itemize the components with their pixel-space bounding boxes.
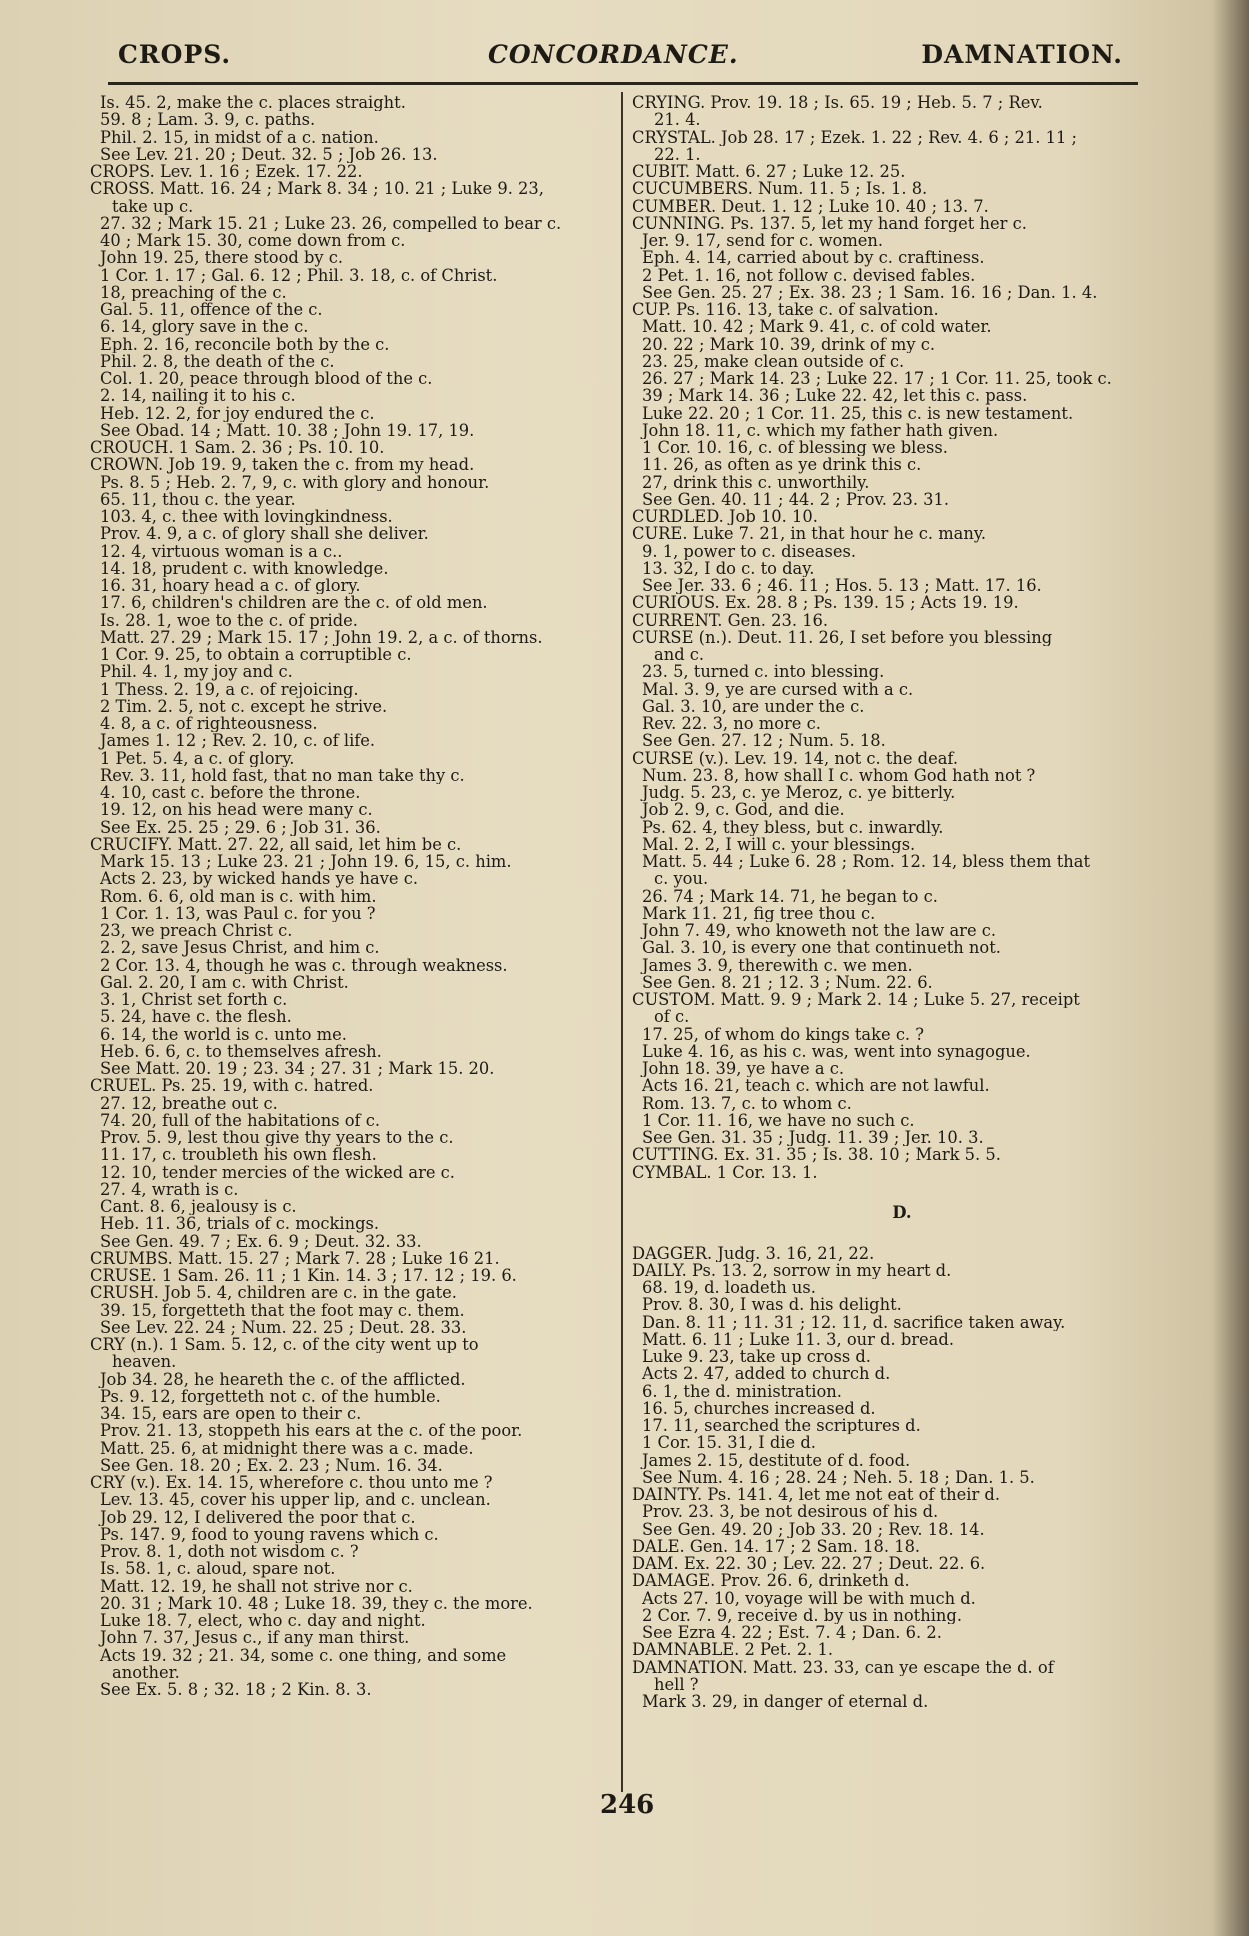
concordance-line: 2 Tim. 2. 5, not c. except he strive. xyxy=(100,697,388,715)
concordance-line: Job 29. 12, I delivered the poor that c. xyxy=(100,1508,416,1526)
concordance-line: 68. 19, d. loadeth us. xyxy=(642,1279,816,1297)
concordance-line: 23. 25, make clean outside of c. xyxy=(642,352,905,370)
concordance-line: 2 Pet. 1. 16, not follow c. devised fables. xyxy=(642,266,976,284)
concordance-line: 20. 31 ; Mark 10. 48 ; Luke 18. 39, they c. the more. xyxy=(100,1594,533,1612)
concordance-line: Lev. 13. 45, cover his upper lip, and c. unclean. xyxy=(100,1491,491,1509)
concordance-line: 27, drink this c. unworthily. xyxy=(642,473,870,491)
concordance-line: Is. 28. 1, woe to the c. of pride. xyxy=(100,611,358,629)
concordance-line: 1 Pet. 5. 4, a c. of glory. xyxy=(100,749,295,767)
concordance-line: CRUSE. 1 Sam. 26. 11 ; 1 Kin. 14. 3 ; 17. 12 ; 19. 6. xyxy=(90,1267,517,1285)
concordance-line: 2 Cor. 13. 4, though he was c. through weakness. xyxy=(100,956,508,974)
concordance-line xyxy=(632,1181,1172,1198)
concordance-line: See Obad. 14 ; Matt. 10. 38 ; John 19. 17, 19. xyxy=(100,421,475,439)
concordance-line: See Gen. 27. 12 ; Num. 5. 18. xyxy=(642,732,886,750)
concordance-line: Luke 9. 23, take up cross d. xyxy=(642,1348,871,1366)
concordance-line: 20. 22 ; Mark 10. 39, drink of my c. xyxy=(642,335,936,353)
concordance-line: 74. 20, full of the habitations of c. xyxy=(100,1111,381,1129)
concordance-line: 6. 1, the d. ministration. xyxy=(642,1382,842,1400)
concordance-line: Prov. 4. 9, a c. of glory shall she deliver. xyxy=(100,525,429,543)
concordance-line: heaven. xyxy=(112,1353,177,1371)
concordance-line: Job 2. 9, c. God, and die. xyxy=(642,801,845,819)
concordance-line: 23. 5, turned c. into blessing. xyxy=(642,663,885,681)
concordance-line: See Num. 4. 16 ; 28. 24 ; Neh. 5. 18 ; Dan. 1. 5. xyxy=(642,1468,1035,1486)
concordance-line: Gal. 2. 20, I am c. with Christ. xyxy=(100,973,349,991)
header-title: CONCORDANCE. xyxy=(488,40,739,69)
concordance-line: 1 Cor. 10. 16, c. of blessing we bless. xyxy=(642,439,948,457)
concordance-line: 11. 17, c. troubleth his own flesh. xyxy=(100,1146,377,1164)
concordance-line: CUSTOM. Matt. 9. 9 ; Mark 2. 14 ; Luke 5. 27, receipt xyxy=(632,991,1080,1009)
concordance-line: See Ex. 5. 8 ; 32. 18 ; 2 Kin. 8. 3. xyxy=(100,1681,372,1699)
concordance-line: CROPS. Lev. 1. 16 ; Ezek. 17. 22. xyxy=(90,163,363,181)
concordance-line: CRUSH. Job 5. 4, children are c. in the gate. xyxy=(90,1284,457,1302)
concordance-line: 27. 12, breathe out c. xyxy=(100,1094,278,1112)
concordance-line: Mal. 3. 9, ye are cursed with a c. xyxy=(642,680,914,698)
concordance-line: Rom. 6. 6, old man is c. with him. xyxy=(100,887,377,905)
concordance-line: 23, we preach Christ c. xyxy=(100,922,293,940)
concordance-line: DALE. Gen. 14. 17 ; 2 Sam. 18. 18. xyxy=(632,1537,921,1555)
concordance-line: Ps. 147. 9, food to young ravens which c. xyxy=(100,1525,439,1543)
concordance-line: CUTTING. Ex. 31. 35 ; Is. 38. 10 ; Mark 5. 5. xyxy=(632,1146,1001,1164)
concordance-line: Gal. 3. 10, are under the c. xyxy=(642,697,865,715)
concordance-line: Jer. 9. 17, send for c. women. xyxy=(642,232,884,250)
concordance-line: CUMBER. Deut. 1. 12 ; Luke 10. 40 ; 13. 7. xyxy=(632,197,989,215)
concordance-line: Mark 15. 13 ; Luke 23. 21 ; John 19. 6, 15, c. him. xyxy=(100,853,512,871)
concordance-line: Num. 23. 8, how shall I c. whom God hath not ? xyxy=(642,766,1036,784)
concordance-line: James 2. 15, destitute of d. food. xyxy=(642,1451,911,1469)
concordance-line: 4. 10, cast c. before the throne. xyxy=(100,784,361,802)
concordance-line: 2. 2, save Jesus Christ, and him c. xyxy=(100,939,380,957)
concordance-line: Acts 2. 47, added to church d. xyxy=(642,1365,891,1383)
concordance-line: See Gen. 25. 27 ; Ex. 38. 23 ; 1 Sam. 16. 16 ; Dan. 1. 4. xyxy=(642,283,1098,301)
concordance-line: See Gen. 8. 21 ; 12. 3 ; Num. 22. 6. xyxy=(642,973,933,991)
concordance-line: Rev. 22. 3, no more c. xyxy=(642,715,821,733)
concordance-line: See Lev. 22. 24 ; Num. 22. 25 ; Deut. 28. 33. xyxy=(100,1318,467,1336)
concordance-line: 65. 11, thou c. the year. xyxy=(100,490,296,508)
concordance-line: CYMBAL. 1 Cor. 13. 1. xyxy=(632,1163,818,1181)
concordance-line: See Gen. 49. 20 ; Job 33. 20 ; Rev. 18. 14. xyxy=(642,1520,985,1538)
concordance-line: 17. 25, of whom do kings take c. ? xyxy=(642,1025,925,1043)
concordance-line: 16. 5, churches increased d. xyxy=(642,1399,876,1417)
concordance-line: Heb. 11. 36, trials of c. mockings. xyxy=(100,1215,380,1233)
concordance-line: Heb. 12. 2, for joy endured the c. xyxy=(100,404,375,422)
concordance-line: Rom. 13. 7, c. to whom c. xyxy=(642,1094,852,1112)
concordance-line: 11. 26, as often as ye drink this c. xyxy=(642,456,922,474)
concordance-line: Mark 3. 29, in danger of eternal d. xyxy=(642,1693,929,1711)
concordance-line: See Jer. 33. 6 ; 46. 11 ; Hos. 5. 13 ; Matt. 17. 16. xyxy=(642,577,1042,595)
concordance-line: See Gen. 49. 7 ; Ex. 6. 9 ; Deut. 32. 33. xyxy=(100,1232,422,1250)
concordance-line: See Matt. 20. 19 ; 23. 34 ; 27. 31 ; Mark 15. 20. xyxy=(100,1060,495,1078)
concordance-line: 19. 12, on his head were many c. xyxy=(100,801,373,819)
concordance-line: 17. 6, children's children are the c. of old men. xyxy=(100,594,488,612)
concordance-line: Prov. 21. 13, stoppeth his ears at the c. of the poor. xyxy=(100,1422,523,1440)
concordance-line: D. xyxy=(892,1204,912,1222)
concordance-line: CUBIT. Matt. 6. 27 ; Luke 12. 25. xyxy=(632,163,906,181)
concordance-line: Heb. 6. 6, c. to themselves afresh. xyxy=(100,1042,382,1060)
concordance-line: Col. 1. 20, peace through blood of the c. xyxy=(100,370,433,388)
concordance-line: Is. 45. 2, make the c. places straight. xyxy=(100,94,406,112)
concordance-line: Phil. 4. 1, my joy and c. xyxy=(100,663,293,681)
header-left-word: CROPS. xyxy=(118,40,232,69)
concordance-line: Is. 58. 1, c. aloud, spare not. xyxy=(100,1560,336,1578)
concordance-line: Prov. 5. 9, lest thou give thy years to the c. xyxy=(100,1129,454,1147)
concordance-line: See Gen. 18. 20 ; Ex. 2. 23 ; Num. 16. 34. xyxy=(100,1456,443,1474)
concordance-line: 39 ; Mark 14. 36 ; Luke 22. 42, let this c. pass. xyxy=(642,387,1028,405)
concordance-line: Judg. 5. 23, c. ye Meroz, c. ye bitterly. xyxy=(642,784,956,802)
concordance-line: CRY (v.). Ex. 14. 15, wherefore c. thou unto me ? xyxy=(90,1474,493,1492)
concordance-line: 18, preaching of the c. xyxy=(100,283,287,301)
concordance-line: See Lev. 21. 20 ; Deut. 32. 5 ; Job 26. 13. xyxy=(100,145,438,163)
concordance-line: 6. 14, the world is c. unto me. xyxy=(100,1025,347,1043)
concordance-line: Mark 11. 21, fig tree thou c. xyxy=(642,904,876,922)
concordance-line: 26. 27 ; Mark 14. 23 ; Luke 22. 17 ; 1 Cor. 11. 25, took c. xyxy=(642,370,1112,388)
concordance-line: Acts 19. 32 ; 21. 34, some c. one thing, and some xyxy=(100,1646,507,1664)
concordance-line: Matt. 25. 6, at midnight there was a c. made. xyxy=(100,1439,474,1457)
concordance-line: Ps. 9. 12, forgetteth not c. of the humble. xyxy=(100,1387,441,1405)
concordance-line: DAINTY. Ps. 141. 4, let me not eat of their d. xyxy=(632,1486,1001,1504)
concordance-line: Matt. 27. 29 ; Mark 15. 17 ; John 19. 2, a c. of thorns. xyxy=(100,628,543,646)
concordance-line: DAMAGE. Prov. 26. 6, drinketh d. xyxy=(632,1572,910,1590)
concordance-line: 22. 1. xyxy=(654,145,701,163)
concordance-line: hell ? xyxy=(654,1675,699,1693)
concordance-line: CUCUMBERS. Num. 11. 5 ; Is. 1. 8. xyxy=(632,180,928,198)
concordance-line: See Ezra 4. 22 ; Est. 7. 4 ; Dan. 6. 2. xyxy=(642,1624,942,1642)
concordance-line: DAMNABLE. 2 Pet. 2. 1. xyxy=(632,1641,834,1659)
concordance-line: Ps. 62. 4, they bless, but c. inwardly. xyxy=(642,818,944,836)
concordance-line: CRUCIFY. Matt. 27. 22, all said, let him be c. xyxy=(90,835,462,853)
concordance-line: Eph. 4. 14, carried about by c. craftiness. xyxy=(642,249,985,267)
concordance-line: Dan. 8. 11 ; 11. 31 ; 12. 11, d. sacrifice taken away. xyxy=(642,1313,1066,1331)
concordance-line: 1 Cor. 9. 25, to obtain a corruptible c. xyxy=(100,646,412,664)
concordance-line: 12. 4, virtuous woman is a c.. xyxy=(100,542,343,560)
concordance-line: 13. 32, I do c. to day. xyxy=(642,559,815,577)
concordance-line: See Gen. 40. 11 ; 44. 2 ; Prov. 23. 31. xyxy=(642,490,950,508)
concordance-line: Luke 22. 20 ; 1 Cor. 11. 25, this c. is new testament. xyxy=(642,404,1074,422)
concordance-line: Matt. 10. 42 ; Mark 9. 41, c. of cold water. xyxy=(642,318,992,336)
concordance-line: 27. 32 ; Mark 15. 21 ; Luke 23. 26, compelled to bear c. xyxy=(100,214,562,232)
concordance-line: 1 Cor. 15. 31, I die d. xyxy=(642,1434,816,1452)
concordance-line: James 1. 12 ; Rev. 2. 10, c. of life. xyxy=(100,732,376,750)
concordance-line: John 18. 39, ye have a c. xyxy=(642,1060,844,1078)
concordance-line: DAGGER. Judg. 3. 16, 21, 22. xyxy=(632,1244,875,1262)
concordance-line: CRUMBS. Matt. 15. 27 ; Mark 7. 28 ; Luke 16 21. xyxy=(90,1249,500,1267)
concordance-line: 27. 4, wrath is c. xyxy=(100,1180,239,1198)
concordance-line: 1 Cor. 11. 16, we have no such c. xyxy=(642,1111,915,1129)
column-divider xyxy=(621,92,623,1792)
concordance-line: Prov. 8. 1, doth not wisdom c. ? xyxy=(100,1543,359,1561)
concordance-line: CUP. Ps. 116. 13, take c. of salvation. xyxy=(632,301,939,319)
concordance-line: CURSE (n.). Deut. 11. 26, I set before you blessing xyxy=(632,628,1053,646)
concordance-line: Matt. 6. 11 ; Luke 11. 3, our d. bread. xyxy=(642,1330,954,1348)
concordance-line: John 19. 25, there stood by c. xyxy=(100,249,344,267)
concordance-line: 40 ; Mark 15. 30, come down from c. xyxy=(100,232,406,250)
concordance-line: CUNNING. Ps. 137. 5, let my hand forget her c. xyxy=(632,214,1027,232)
concordance-line: 5. 24, have c. the flesh. xyxy=(100,1008,292,1026)
concordance-line: CRUEL. Ps. 25. 19, with c. hatred. xyxy=(90,1077,374,1095)
concordance-line: Ps. 8. 5 ; Heb. 2. 7, 9, c. with glory and honour. xyxy=(100,473,490,491)
concordance-line: CURE. Luke 7. 21, in that hour he c. many. xyxy=(632,525,987,543)
concordance-line: John 7. 49, who knoweth not the law are c. xyxy=(642,922,997,940)
concordance-line: Acts 27. 10, voyage will be with much d. xyxy=(642,1589,976,1607)
header-right-word: DAMNATION. xyxy=(921,40,1123,69)
concordance-line: Gal. 5. 11, offence of the c. xyxy=(100,301,323,319)
concordance-line: See Gen. 31. 35 ; Judg. 11. 39 ; Jer. 10. 3. xyxy=(642,1129,984,1147)
concordance-line: Rev. 3. 11, hold fast, that no man take thy c. xyxy=(100,766,465,784)
right-column xyxy=(632,94,1172,1710)
concordance-line: of c. xyxy=(654,1008,690,1026)
concordance-line: See Ex. 25. 25 ; 29. 6 ; Job 31. 36. xyxy=(100,818,381,836)
concordance-line: Acts 2. 23, by wicked hands ye have c. xyxy=(100,870,419,888)
concordance-line: Gal. 3. 10, is every one that continueth not. xyxy=(642,939,1001,957)
concordance-line: 1 Cor. 1. 17 ; Gal. 6. 12 ; Phil. 3. 18, c. of Christ. xyxy=(100,266,498,284)
concordance-line: 103. 4, c. thee with lovingkindness. xyxy=(100,508,393,526)
page-number: 246 xyxy=(600,1790,655,1820)
concordance-line: 9. 1, power to c. diseases. xyxy=(642,542,857,560)
concordance-line: 59. 8 ; Lam. 3. 9, c. paths. xyxy=(100,111,316,129)
concordance-line: John 18. 11, c. which my father hath given. xyxy=(642,421,999,439)
concordance-line: CURSE (v.). Lev. 19. 14, not c. the deaf. xyxy=(632,749,959,767)
concordance-line: Eph. 2. 16, reconcile both by the c. xyxy=(100,335,390,353)
concordance-line: Prov. 23. 3, be not desirous of his d. xyxy=(642,1503,939,1521)
concordance-line: 2. 14, nailing it to his c. xyxy=(100,387,296,405)
concordance-line: and c. xyxy=(654,646,705,664)
concordance-line: 3. 1, Christ set forth c. xyxy=(100,991,288,1009)
concordance-line: 1 Cor. 1. 13, was Paul c. for you ? xyxy=(100,904,376,922)
concordance-line: DAM. Ex. 22. 30 ; Lev. 22. 27 ; Deut. 22. 6. xyxy=(632,1555,986,1573)
left-column xyxy=(90,94,612,1698)
header-rule xyxy=(108,82,1138,85)
concordance-line: CROUCH. 1 Sam. 2. 36 ; Ps. 10. 10. xyxy=(90,439,385,457)
concordance-line: take up c. xyxy=(112,197,194,215)
concordance-line: Acts 16. 21, teach c. which are not lawful. xyxy=(642,1077,990,1095)
running-header xyxy=(118,40,1123,80)
concordance-line: 6. 14, glory save in the c. xyxy=(100,318,309,336)
concordance-line: CROWN. Job 19. 9, taken the c. from my head. xyxy=(90,456,475,474)
concordance-line: Luke 18. 7, elect, who c. day and night. xyxy=(100,1612,426,1630)
concordance-line: c. you. xyxy=(654,870,709,888)
concordance-line: CRYING. Prov. 19. 18 ; Is. 65. 19 ; Heb. 5. 7 ; Rev. xyxy=(632,94,1043,112)
concordance-line: James 3. 9, therewith c. we men. xyxy=(642,956,913,974)
concordance-line: 14. 18, prudent c. with knowledge. xyxy=(100,559,389,577)
concordance-line: Mal. 2. 2, I will c. your blessings. xyxy=(642,835,916,853)
concordance-line: 12. 10, tender mercies of the wicked are c. xyxy=(100,1163,455,1181)
concordance-line: CURIOUS. Ex. 28. 8 ; Ps. 139. 15 ; Acts 19. 19. xyxy=(632,594,1019,612)
concordance-line: CURDLED. Job 10. 10. xyxy=(632,508,818,526)
concordance-line: Job 34. 28, he heareth the c. of the afflicted. xyxy=(100,1370,466,1388)
concordance-line: 1 Thess. 2. 19, a c. of rejoicing. xyxy=(100,680,359,698)
concordance-line: Matt. 5. 44 ; Luke 6. 28 ; Rom. 12. 14, bless them that xyxy=(642,853,1091,871)
concordance-line: 17. 11, searched the scriptures d. xyxy=(642,1417,921,1435)
concordance-line: CRY (n.). 1 Sam. 5. 12, c. of the city went up to xyxy=(90,1336,479,1354)
concordance-line: Phil. 2. 8, the death of the c. xyxy=(100,352,335,370)
concordance-line: 26. 74 ; Mark 14. 71, he began to c. xyxy=(642,887,938,905)
concordance-line: CURRENT. Gen. 23. 16. xyxy=(632,611,829,629)
concordance-line: Phil. 2. 15, in midst of a c. nation. xyxy=(100,128,379,146)
concordance-line xyxy=(632,1227,1172,1244)
concordance-line: 39. 15, forgetteth that the foot may c. them. xyxy=(100,1301,465,1319)
concordance-line: 21. 4. xyxy=(654,111,701,129)
concordance-line: Matt. 12. 19, he shall not strive nor c. xyxy=(100,1577,413,1595)
concordance-line: Prov. 8. 30, I was d. his delight. xyxy=(642,1296,902,1314)
concordance-line: DAILY. Ps. 13. 2, sorrow in my heart d. xyxy=(632,1261,952,1279)
concordance-line: Cant. 8. 6, jealousy is c. xyxy=(100,1198,297,1216)
concordance-line: CRYSTAL. Job 28. 17 ; Ezek. 1. 22 ; Rev. 4. 6 ; 21. 11 ; xyxy=(632,128,1077,146)
concordance-line: CROSS. Matt. 16. 24 ; Mark 8. 34 ; 10. 21 ; Luke 9. 23, xyxy=(90,180,544,198)
concordance-line: another. xyxy=(112,1663,180,1681)
concordance-line: 16. 31, hoary head a c. of glory. xyxy=(100,577,361,595)
concordance-line: John 7. 37, Jesus c., if any man thirst. xyxy=(100,1629,410,1647)
concordance-line: DAMNATION. Matt. 23. 33, can ye escape the d. of xyxy=(632,1658,1054,1676)
concordance-line: Luke 4. 16, as his c. was, went into synagogue. xyxy=(642,1042,1031,1060)
concordance-line: 34. 15, ears are open to their c. xyxy=(100,1405,362,1423)
concordance-line: 4. 8, a c. of righteousness. xyxy=(100,715,318,733)
concordance-line: 2 Cor. 7. 9, receive d. by us in nothing. xyxy=(642,1606,963,1624)
